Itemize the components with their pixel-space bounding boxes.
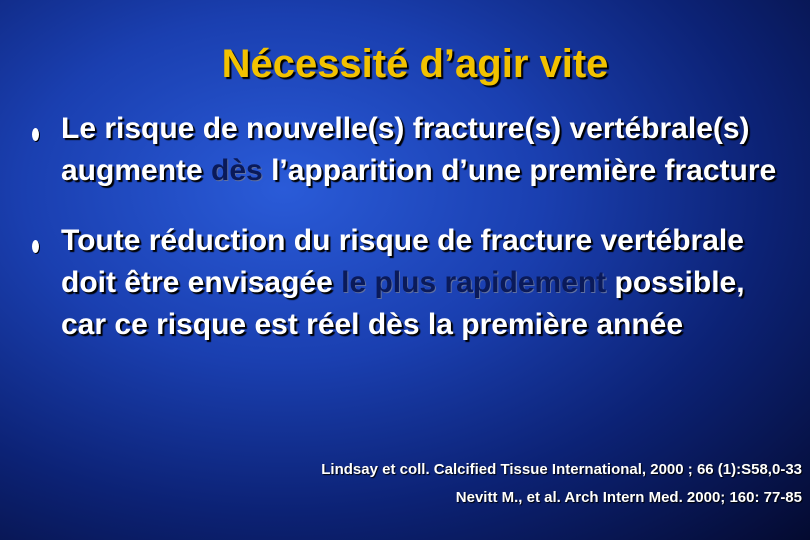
bullet-text: Le risque de nouvelle(s) fracture(s) vertébrale(s) augmente	[61, 112, 750, 187]
bullet-list	[32, 108, 792, 374]
bullet-item	[32, 220, 792, 346]
slide-title: Nécessité d’agir vite	[221, 42, 609, 86]
bullet-dot-icon	[32, 240, 39, 253]
bullet-dot-icon	[32, 128, 39, 141]
bullet-item	[32, 108, 792, 192]
bullet-emphasis: le plus rapidement	[341, 266, 607, 299]
reference-citation: Lindsay et coll. Calcified Tissue International, 2000 ; 66 (1):S58,0-33	[321, 461, 802, 478]
references	[321, 456, 802, 512]
bullet-text: possible, car ce risque est réel dès la première année	[61, 266, 745, 341]
bullet-emphasis: dès	[211, 154, 263, 187]
reference-citation: Nevitt M., et al. Arch Intern Med. 2000; 160: 77-85	[455, 489, 802, 506]
bullet-text: l’apparition d’une première fracture	[262, 154, 777, 187]
bullet-text: Toute réduction du risque de fracture vertébrale doit être envisagée	[61, 224, 744, 299]
